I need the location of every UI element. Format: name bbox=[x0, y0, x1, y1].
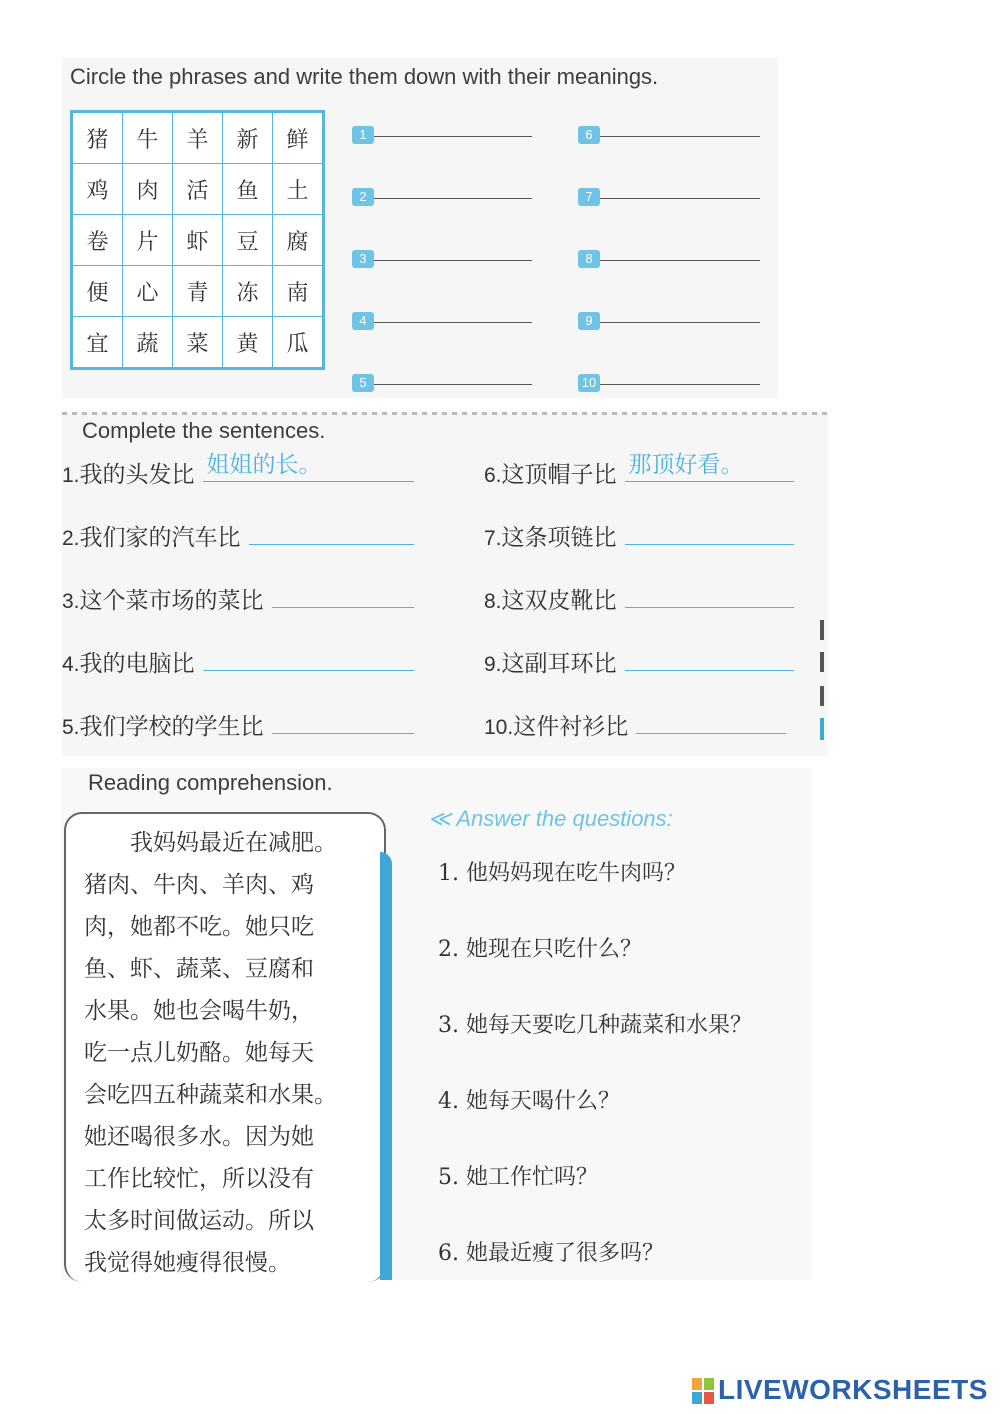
passage-line: 会吃四五种蔬菜和水果。 bbox=[84, 1082, 337, 1108]
sentence-stem: 我的头发比 bbox=[79, 462, 195, 488]
sentence-answer-text: 那顶好看。 bbox=[628, 452, 744, 478]
sentence-item bbox=[484, 582, 794, 615]
blank-number: 3 bbox=[352, 250, 374, 268]
phrase-answer-line[interactable] bbox=[352, 114, 532, 142]
sentence-answer-field[interactable] bbox=[249, 524, 414, 545]
passage-accent-stripe bbox=[380, 852, 392, 1280]
passage-line: 她还喝很多水。因为她 bbox=[84, 1124, 314, 1150]
phrase-answer-line[interactable] bbox=[352, 238, 532, 266]
sentence-item bbox=[62, 519, 414, 552]
margin-mark bbox=[820, 652, 824, 672]
sentence-stem: 这双皮靴比 bbox=[501, 588, 617, 614]
sentence-answer-field[interactable] bbox=[272, 587, 414, 608]
sentence-number: 8. bbox=[484, 590, 502, 613]
blank-number: 1 bbox=[352, 126, 374, 144]
grid-cell[interactable]: 活 bbox=[173, 164, 223, 215]
phrase-answer-line[interactable] bbox=[578, 362, 760, 390]
sentence-answer-field[interactable] bbox=[203, 650, 414, 671]
sentence-stem: 这顶帽子比 bbox=[501, 462, 617, 488]
grid-row bbox=[72, 215, 324, 266]
grid-cell[interactable]: 心 bbox=[123, 266, 173, 317]
sentence-number: 3. bbox=[62, 590, 80, 613]
grid-cell[interactable]: 瓜 bbox=[273, 317, 324, 369]
sentence-answer-field[interactable] bbox=[272, 713, 414, 734]
sentence-number: 5. bbox=[62, 716, 80, 739]
grid-cell[interactable]: 鲜 bbox=[273, 112, 324, 164]
sentence-answer-field[interactable] bbox=[636, 713, 786, 734]
phrase-answer-line[interactable] bbox=[578, 238, 760, 266]
sentence-number: 4. bbox=[62, 653, 80, 676]
phrase-answer-line[interactable] bbox=[352, 362, 532, 390]
sentence-stem: 这副耳环比 bbox=[501, 651, 617, 677]
grid-cell[interactable]: 卷 bbox=[72, 215, 123, 266]
sentence-stem: 我的电脑比 bbox=[79, 651, 195, 677]
margin-mark bbox=[820, 620, 824, 640]
sentence-answer-field[interactable] bbox=[625, 650, 794, 671]
passage-line: 猪肉、牛肉、羊肉、鸡 bbox=[84, 872, 314, 898]
grid-cell[interactable]: 羊 bbox=[173, 112, 223, 164]
sentence-answer-field[interactable] bbox=[625, 452, 794, 482]
blank-number: 4 bbox=[352, 312, 374, 330]
grid-cell[interactable]: 蔬 bbox=[123, 317, 173, 369]
grid-cell[interactable]: 便 bbox=[72, 266, 123, 317]
passage-line: 工作比较忙，所以没有 bbox=[84, 1166, 314, 1192]
phrases-instruction: Circle the phrases and write them down with their meanings. bbox=[70, 64, 659, 89]
complete-instruction: Complete the sentences. bbox=[82, 418, 326, 443]
passage-line: 肉，她都不吃。她只吃 bbox=[84, 914, 314, 940]
grid-cell[interactable]: 豆 bbox=[223, 215, 273, 266]
sentence-answer-field[interactable] bbox=[203, 452, 414, 482]
sentence-stem: 这条项链比 bbox=[501, 525, 617, 551]
sentence-number: 9. bbox=[484, 653, 502, 676]
sentence-number: 7. bbox=[484, 527, 502, 550]
questions-header: ≪ Answer the questions: bbox=[428, 806, 673, 831]
grid-cell[interactable]: 猪 bbox=[72, 112, 123, 164]
sentence-number: 1. bbox=[62, 464, 80, 487]
passage-box bbox=[64, 812, 386, 1282]
phrase-answer-line[interactable] bbox=[578, 300, 760, 328]
grid-cell[interactable]: 腐 bbox=[273, 215, 324, 266]
grid-cell[interactable]: 青 bbox=[173, 266, 223, 317]
passage-line: 我妈妈最近在减肥。 bbox=[84, 830, 337, 856]
blank-number: 5 bbox=[352, 374, 374, 392]
grid-cell[interactable]: 南 bbox=[273, 266, 324, 317]
blank-number: 9 bbox=[578, 312, 600, 330]
question-item: 4. 她每天喝什么？ bbox=[438, 1089, 620, 1114]
reading-section bbox=[62, 768, 812, 1280]
grid-row bbox=[72, 164, 324, 215]
sentence-stem: 我们家的汽车比 bbox=[79, 525, 241, 551]
question-item: 1. 他妈妈现在吃牛肉吗？ bbox=[438, 861, 686, 886]
grid-row bbox=[72, 112, 324, 164]
passage-line: 太多时间做运动。所以 bbox=[84, 1208, 314, 1234]
grid-cell[interactable]: 牛 bbox=[123, 112, 173, 164]
blank-number: 2 bbox=[352, 188, 374, 206]
sentence-number: 2. bbox=[62, 527, 80, 550]
grid-row bbox=[72, 266, 324, 317]
grid-cell[interactable]: 黄 bbox=[223, 317, 273, 369]
sentence-number: 6. bbox=[484, 464, 502, 487]
grid-cell[interactable]: 冻 bbox=[223, 266, 273, 317]
question-item: 2. 她现在只吃什么？ bbox=[438, 937, 642, 962]
sentence-item bbox=[484, 452, 794, 489]
blank-number: 6 bbox=[578, 126, 600, 144]
blank-number: 10 bbox=[578, 374, 600, 392]
sentence-item bbox=[62, 582, 414, 615]
question-item: 6. 她最近瘦了很多吗？ bbox=[438, 1241, 664, 1266]
phrase-answer-line[interactable] bbox=[352, 300, 532, 328]
question-item: 5. 她工作忙吗？ bbox=[438, 1165, 598, 1190]
grid-cell[interactable]: 鱼 bbox=[223, 164, 273, 215]
grid-cell[interactable]: 新 bbox=[223, 112, 273, 164]
sentence-number: 10. bbox=[484, 716, 514, 739]
passage-text bbox=[84, 822, 384, 1284]
phrases-section bbox=[62, 58, 778, 398]
grid-cell[interactable]: 片 bbox=[123, 215, 173, 266]
grid-cell[interactable]: 菜 bbox=[173, 317, 223, 369]
passage-line: 我觉得她瘦得很慢。 bbox=[84, 1250, 291, 1276]
sentence-item bbox=[62, 645, 414, 678]
blank-number: 8 bbox=[578, 250, 600, 268]
sentence-item bbox=[62, 708, 414, 741]
grid-row bbox=[72, 317, 324, 369]
grid-cell[interactable]: 宜 bbox=[72, 317, 123, 369]
passage-line: 吃一点儿奶酪。她每天 bbox=[84, 1040, 314, 1066]
sentence-answer-field[interactable] bbox=[625, 524, 794, 545]
phrase-answer-line[interactable] bbox=[578, 176, 760, 204]
liveworksheets-brand: LIVEWORKSHEETS bbox=[718, 1374, 988, 1405]
passage-line: 鱼、虾、蔬菜、豆腐和 bbox=[84, 956, 314, 982]
grid-cell[interactable]: 虾 bbox=[173, 215, 223, 266]
sentence-answer-field[interactable] bbox=[625, 587, 794, 608]
dotted-divider bbox=[62, 412, 828, 415]
sentence-item bbox=[484, 519, 794, 552]
grid-cell[interactable]: 土 bbox=[273, 164, 324, 215]
grid-cell[interactable]: 鸡 bbox=[72, 164, 123, 215]
sentence-item bbox=[484, 645, 794, 678]
sentence-stem: 这个菜市场的菜比 bbox=[79, 588, 264, 614]
phrase-answer-line[interactable] bbox=[352, 176, 532, 204]
margin-mark bbox=[820, 718, 824, 740]
margin-mark bbox=[820, 686, 824, 706]
question-item: 3. 她每天要吃几种蔬菜和水果？ bbox=[438, 1013, 752, 1038]
sentence-answer-text: 姐姐的长。 bbox=[206, 452, 322, 478]
reading-instruction: Reading comprehension. bbox=[88, 770, 333, 795]
liveworksheets-logo-icon bbox=[692, 1378, 714, 1404]
blank-number: 7 bbox=[578, 188, 600, 206]
phrase-answer-line[interactable] bbox=[578, 114, 760, 142]
complete-sentences-section bbox=[62, 412, 828, 756]
character-grid bbox=[70, 110, 325, 370]
grid-cell[interactable]: 肉 bbox=[123, 164, 173, 215]
passage-line: 水果。她也会喝牛奶， bbox=[84, 998, 314, 1024]
sentence-stem: 这件衬衫比 bbox=[513, 714, 629, 740]
sentence-stem: 我们学校的学生比 bbox=[79, 714, 264, 740]
sentence-item bbox=[484, 708, 786, 741]
sentence-item bbox=[62, 452, 414, 489]
